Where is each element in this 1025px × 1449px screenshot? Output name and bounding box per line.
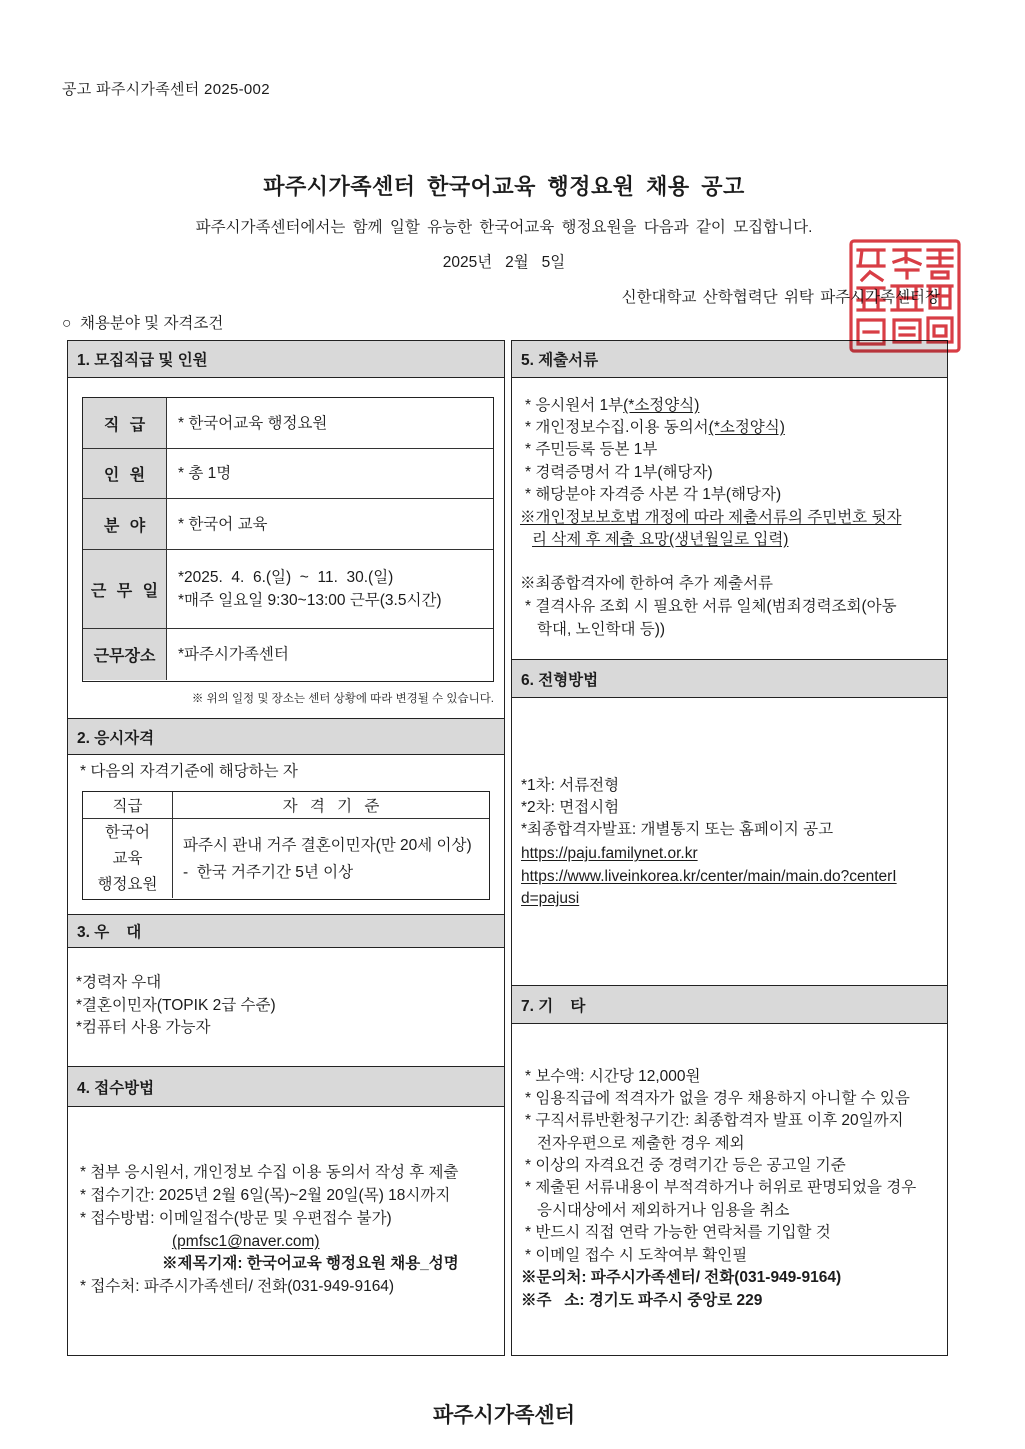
table-label: 인 원 bbox=[83, 449, 167, 499]
table-value bbox=[167, 499, 493, 550]
document-item-form: (*소정양식) bbox=[708, 419, 785, 436]
others-line: * 임용직급에 적격자가 없을 경우 채용하지 아니할 수 있음 bbox=[525, 1090, 910, 1107]
section-heading-application: 4. 접수방법 bbox=[67, 1066, 505, 1107]
section-heading-recruitment: 1. 모집직급 및 인원 bbox=[67, 340, 505, 378]
document-item: * 해당분야 자격증 사본 각 1부(해당자) bbox=[525, 486, 782, 503]
document-item: * 주민등록 등본 1부 bbox=[525, 441, 658, 458]
overview-heading: ○ 채용분야 및 자격조건 bbox=[62, 315, 224, 332]
others-line: 전자우편으로 제출한 경우 제외 bbox=[537, 1135, 745, 1152]
value-line: *2025. 4. 6.(일) ~ 11. 30.(일) bbox=[178, 569, 394, 586]
recruitment-table bbox=[82, 397, 494, 682]
table-label: 근 무 일 bbox=[83, 550, 167, 629]
table-value bbox=[167, 398, 493, 449]
others-line: * 이메일 접수 시 도착여부 확인필 bbox=[525, 1247, 748, 1264]
rank-line: 교육 bbox=[112, 849, 143, 867]
document-item bbox=[525, 396, 699, 416]
table-value bbox=[167, 449, 493, 499]
section-heading-documents: 5. 제출서류 bbox=[511, 340, 948, 378]
others-line: * 구직서류반환청구기간: 최종합격자 발표 이후 20일까지 bbox=[525, 1112, 904, 1129]
table-label: 분 야 bbox=[83, 499, 167, 550]
value-line: *파주시가족센터 bbox=[178, 646, 289, 663]
selection-step: *최종합격자발표: 개별통지 또는 홈페이지 공고 bbox=[521, 821, 834, 838]
document-item-text: * 개인정보수집.이용 동의서 bbox=[525, 419, 709, 436]
footer-organization: 파주시가족센터 bbox=[432, 1404, 575, 1427]
others-line: * 제출된 서류내용이 부적격하거나 허위로 판명되었을 경우 bbox=[525, 1179, 917, 1196]
privacy-notice-line: ※개인정보보호법 개정에 따라 제출서류의 주민번호 뒷자 bbox=[520, 509, 902, 526]
issuer: 신한대학교 산학협력단 위탁 파주시가족센터장 bbox=[621, 289, 940, 306]
section-heading-eligibility: 2. 응시자격 bbox=[67, 718, 505, 755]
center-address: ※주 소: 경기도 파주시 중앙로 229 bbox=[521, 1292, 763, 1309]
criteria-cell bbox=[173, 819, 489, 898]
section-heading-preference: 3. 우 대 bbox=[67, 914, 505, 948]
document-item-text: * 응시원서 1부 bbox=[525, 397, 624, 414]
column-header-rank: 직급 bbox=[83, 792, 173, 819]
application-period: * 접수기간: 2025년 2월 6일(목)~2월 20일(목) 18시까지 bbox=[80, 1187, 451, 1204]
others-line: * 이상의 자격요건 중 경력기간 등은 공고일 기준 bbox=[525, 1157, 846, 1174]
finalist-docs-line: 학대, 노인학대 등)) bbox=[537, 621, 666, 638]
document-item bbox=[525, 418, 785, 438]
official-seal-icon bbox=[848, 238, 962, 354]
preference-item: *경력자 우대 bbox=[76, 974, 162, 991]
table-value bbox=[167, 629, 493, 680]
intro-text: 파주시가족센터에서는 함께 일할 유능한 한국어교육 행정요원을 다음과 같이 모집합니다. bbox=[195, 219, 813, 236]
privacy-notice-line: 리 삭제 후 제출 요망(생년월일로 입력) bbox=[532, 531, 789, 548]
criteria-line: 파주시 관내 거주 결혼이민자(만 20세 이상) bbox=[183, 836, 472, 854]
criteria-line: - 한국 거주기간 5년 이상 bbox=[183, 863, 354, 881]
preference-item: *결혼이민자(TOPIK 2급 수준) bbox=[76, 997, 276, 1014]
document-item-form: (*소정양식) bbox=[623, 397, 700, 414]
table-label: 직 급 bbox=[83, 398, 167, 449]
page-title: 파주시가족센터 한국어교육 행정요원 채용 공고 bbox=[263, 174, 745, 199]
value-line: *매주 일요일 9:30~13:00 근무(3.5시간) bbox=[178, 592, 442, 609]
application-method: * 접수방법: 이메일접수(방문 및 우편접수 불가) bbox=[80, 1210, 392, 1227]
others-line: * 보수액: 시간당 12,000원 bbox=[525, 1068, 701, 1085]
application-submit: * 첨부 응시원서, 개인정보 수집 이용 동의서 작성 후 제출 bbox=[80, 1164, 459, 1181]
value-line: * 한국어교육 행정요원 bbox=[178, 414, 328, 432]
value-line: * 총 1명 bbox=[178, 465, 232, 482]
eligibility-table bbox=[82, 791, 490, 900]
selection-link: d=pajusi bbox=[521, 890, 580, 907]
notice-date: 2025년 2월 5일 bbox=[442, 254, 566, 271]
selection-link: https://www.liveinkorea.kr/center/main/main.do?centerI bbox=[521, 868, 897, 885]
value-line: * 한국어 교육 bbox=[178, 515, 268, 533]
table-label: 근무장소 bbox=[83, 629, 167, 680]
rank-line: 한국어 bbox=[105, 823, 150, 841]
finalist-docs-line: * 결격사유 조회 시 필요한 서류 일체(범죄경력조회(아동 bbox=[525, 598, 897, 615]
finalist-docs-heading: ※최종합격자에 한하여 추가 제출서류 bbox=[520, 575, 774, 592]
others-line: * 반드시 직접 연락 가능한 연락처를 기입할 것 bbox=[525, 1224, 831, 1241]
recruitment-note: ※ 위의 일정 및 장소는 센터 상황에 따라 변경될 수 있습니다. bbox=[191, 693, 494, 705]
column-header-criteria: 자 격 기 준 bbox=[173, 792, 489, 819]
section-heading-others: 7. 기 타 bbox=[511, 985, 948, 1024]
application-contact: * 접수처: 파주시가족센터/ 전화(031-949-9164) bbox=[80, 1278, 395, 1295]
others-line: 응시대상에서 제외하거나 임용을 취소 bbox=[537, 1202, 790, 1219]
notice-number: 공고 파주시가족센터 2025-002 bbox=[62, 81, 270, 98]
application-email: (pmfsc1@naver.com) bbox=[172, 1233, 320, 1250]
eligibility-intro: * 다음의 자격기준에 해당하는 자 bbox=[80, 763, 298, 780]
inquiry-contact: ※문의처: 파주시가족센터/ 전화(031-949-9164) bbox=[521, 1269, 842, 1286]
selection-step: *1차: 서류전형 bbox=[521, 777, 620, 794]
document-item: * 경력증명서 각 1부(해당자) bbox=[525, 464, 713, 481]
application-subject-note: ※제목기재: 한국어교육 행정요원 채용_성명 bbox=[162, 1255, 459, 1272]
selection-step: *2차: 면접시험 bbox=[521, 799, 620, 816]
section-heading-selection: 6. 전형방법 bbox=[511, 659, 948, 698]
preference-item: *컴퓨터 사용 가능자 bbox=[76, 1019, 211, 1036]
table-value bbox=[167, 550, 493, 629]
selection-link: https://paju.familynet.or.kr bbox=[521, 845, 698, 862]
rank-line: 행정요원 bbox=[97, 875, 158, 893]
rank-cell bbox=[83, 819, 173, 898]
